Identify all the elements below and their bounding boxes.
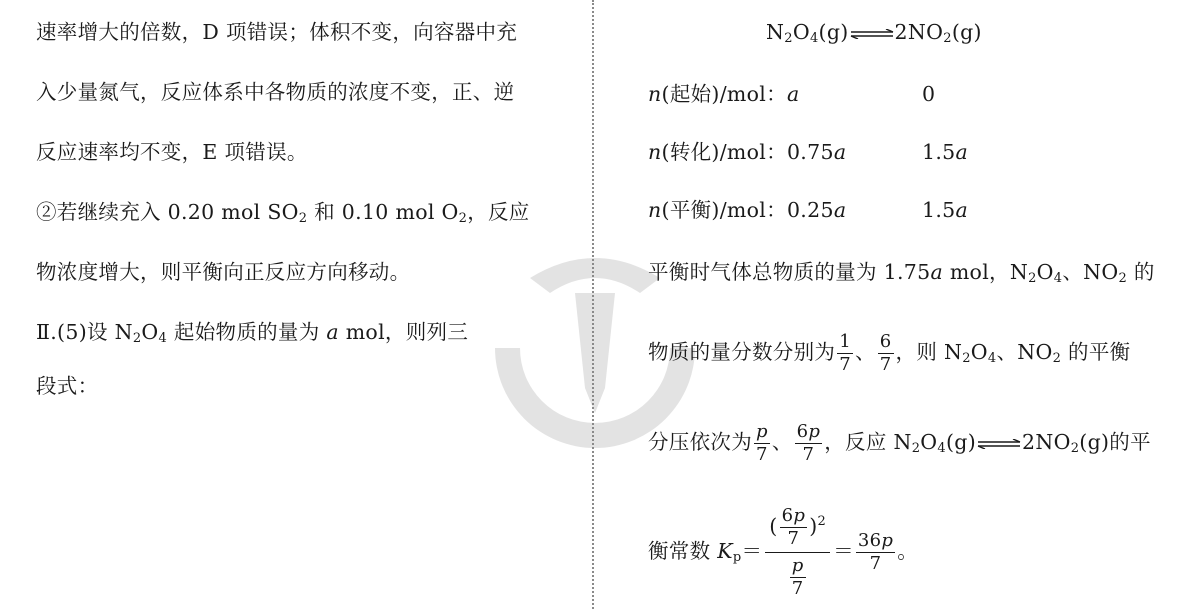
numerator xyxy=(856,532,895,553)
variable: n xyxy=(648,198,662,222)
text: (g) xyxy=(951,20,982,44)
left-line-6 xyxy=(36,318,468,346)
right-line-total-moles xyxy=(648,258,1155,286)
variable: a xyxy=(786,82,800,106)
text: ) xyxy=(809,514,818,538)
table-row-initial xyxy=(648,80,800,108)
text: 、NO xyxy=(1062,260,1119,284)
equilibrium-arrow-icon xyxy=(850,29,894,39)
variable: a xyxy=(955,198,969,222)
text: ②若继续充入 0.20 mol SO xyxy=(36,200,299,224)
text: 物质的量分数分别为 xyxy=(648,340,836,364)
fraction-p-over-7 xyxy=(754,423,770,464)
right-line-partial-pressures xyxy=(648,414,1151,470)
text: 的平衡 xyxy=(1061,340,1131,364)
denominator: 7 xyxy=(787,528,800,549)
variable: a xyxy=(326,320,339,344)
text: mol，N xyxy=(943,260,1029,284)
reaction-equation xyxy=(766,18,982,46)
subscript: 2 xyxy=(784,31,793,46)
left-line-7: 段式： xyxy=(36,374,99,398)
text: (g) xyxy=(818,20,849,44)
variable: a xyxy=(955,140,969,164)
text: 平衡时气体总物质的量为 1.75 xyxy=(648,260,931,284)
denominator: 7 xyxy=(879,354,892,375)
subscript: 4 xyxy=(987,351,997,366)
subscript: 2 xyxy=(458,211,468,226)
text: 6 xyxy=(781,505,794,526)
fraction-six-sevenths xyxy=(878,333,894,374)
text: N xyxy=(766,20,785,44)
table-cell-change-no2 xyxy=(922,138,968,166)
table-cell-equilibrium-no2 xyxy=(922,196,968,224)
left-line-3: 反应速率均不变，E 项错误。 xyxy=(36,140,308,164)
variable: a xyxy=(833,198,847,222)
denominator: 7 xyxy=(839,354,851,375)
value: 0.25 xyxy=(786,198,834,222)
variable: p xyxy=(808,421,821,442)
value: 1.5 xyxy=(922,140,956,164)
numerator: 6 xyxy=(879,331,892,352)
text: 、 xyxy=(854,340,876,364)
variable: a xyxy=(833,140,847,164)
numerator: 1 xyxy=(839,331,851,352)
denominator: 7 xyxy=(756,444,768,465)
subscript: 4 xyxy=(1053,271,1063,286)
text: O xyxy=(1036,260,1054,284)
text: 6 xyxy=(796,421,809,442)
left-line-1: 速率增大的倍数，D 项错误；体积不变，向容器中充 xyxy=(36,20,518,44)
subscript: 2 xyxy=(1070,441,1080,456)
text: (g)的平 xyxy=(1079,430,1151,454)
text: 、NO xyxy=(996,340,1053,364)
table-row-equilibrium xyxy=(648,196,846,224)
value: 0.75 xyxy=(786,140,834,164)
right-column xyxy=(600,0,1188,609)
superscript: 2 xyxy=(817,514,827,529)
text: 、 xyxy=(771,430,793,454)
numerator: p xyxy=(791,555,804,576)
text: O xyxy=(970,340,988,364)
fraction-one-seventh xyxy=(837,333,853,374)
kp-big-fraction xyxy=(765,507,830,598)
text: O xyxy=(792,20,810,44)
variable: p xyxy=(881,530,894,551)
text: 分压依次为 xyxy=(648,430,752,454)
text: (g) xyxy=(945,430,976,454)
variable: n xyxy=(648,82,662,106)
variable: a xyxy=(930,260,943,284)
right-line-kp-expression xyxy=(648,496,918,606)
variable: K xyxy=(717,539,733,563)
table-row-change xyxy=(648,138,846,166)
subscript: 2 xyxy=(132,331,142,346)
left-line-4 xyxy=(36,198,530,226)
text: 2NO xyxy=(894,20,944,44)
text: 2NO xyxy=(1022,430,1071,454)
subscript: 2 xyxy=(1118,271,1128,286)
text: ，反应 xyxy=(467,200,530,224)
fraction-6p-over-7 xyxy=(780,507,808,548)
text: ＝ xyxy=(741,539,763,563)
left-column xyxy=(0,0,590,609)
denominator: 7 xyxy=(791,578,804,599)
right-line-mole-fractions xyxy=(648,324,1130,380)
subscript: 2 xyxy=(911,441,921,456)
subscript: 2 xyxy=(298,211,308,226)
left-line-2: 入少量氮气，反应体系中各物质的浓度不变，正、逆 xyxy=(36,80,515,104)
variable: p xyxy=(793,505,806,526)
text: 36 xyxy=(857,530,882,551)
subscript: 4 xyxy=(158,331,168,346)
text: ( xyxy=(769,514,778,538)
kp-numerator xyxy=(765,507,830,553)
row-label: (转化)/mol： xyxy=(661,140,787,164)
text: O xyxy=(141,320,159,344)
text: 和 0.10 mol O xyxy=(307,200,459,224)
text: 起始物质的量为 xyxy=(167,320,327,344)
numerator xyxy=(780,507,808,528)
text: mol，则列三 xyxy=(338,320,469,344)
left-line-5: 物浓度增大，则平衡向正反应方向移动。 xyxy=(36,260,411,284)
subscript: 4 xyxy=(937,441,946,456)
numerator xyxy=(795,423,823,444)
subscript: 2 xyxy=(1028,271,1037,286)
text: 的 xyxy=(1127,260,1155,284)
row-label: (平衡)/mol： xyxy=(661,198,787,222)
denominator: 7 xyxy=(802,444,815,465)
denominator: 7 xyxy=(869,553,882,574)
text: 衡常数 xyxy=(648,539,718,563)
subscript: p xyxy=(732,550,742,565)
text: ，反应 N xyxy=(824,430,912,454)
kp-denominator xyxy=(765,553,830,598)
variable: n xyxy=(648,140,662,164)
column-divider xyxy=(592,0,594,609)
table-cell-initial-no2 xyxy=(922,80,935,108)
text: Ⅱ.(5)设 N xyxy=(36,320,133,344)
fraction-6p-over-7 xyxy=(795,423,823,464)
equilibrium-arrow-icon xyxy=(977,439,1021,449)
numerator: p xyxy=(756,421,768,442)
text: 。 xyxy=(897,539,919,563)
text: ＝ xyxy=(833,539,854,563)
subscript: 4 xyxy=(809,31,819,46)
subscript: 2 xyxy=(1052,351,1062,366)
subscript: 2 xyxy=(943,31,952,46)
text: ，则 N xyxy=(895,340,963,364)
value: 0 xyxy=(922,82,936,106)
fraction-36p-over-7 xyxy=(856,532,895,573)
fraction-p-over-7 xyxy=(790,557,806,598)
text: O xyxy=(920,430,938,454)
subscript: 2 xyxy=(962,351,971,366)
row-label: (起始)/mol： xyxy=(661,82,787,106)
value: 1.5 xyxy=(922,198,956,222)
